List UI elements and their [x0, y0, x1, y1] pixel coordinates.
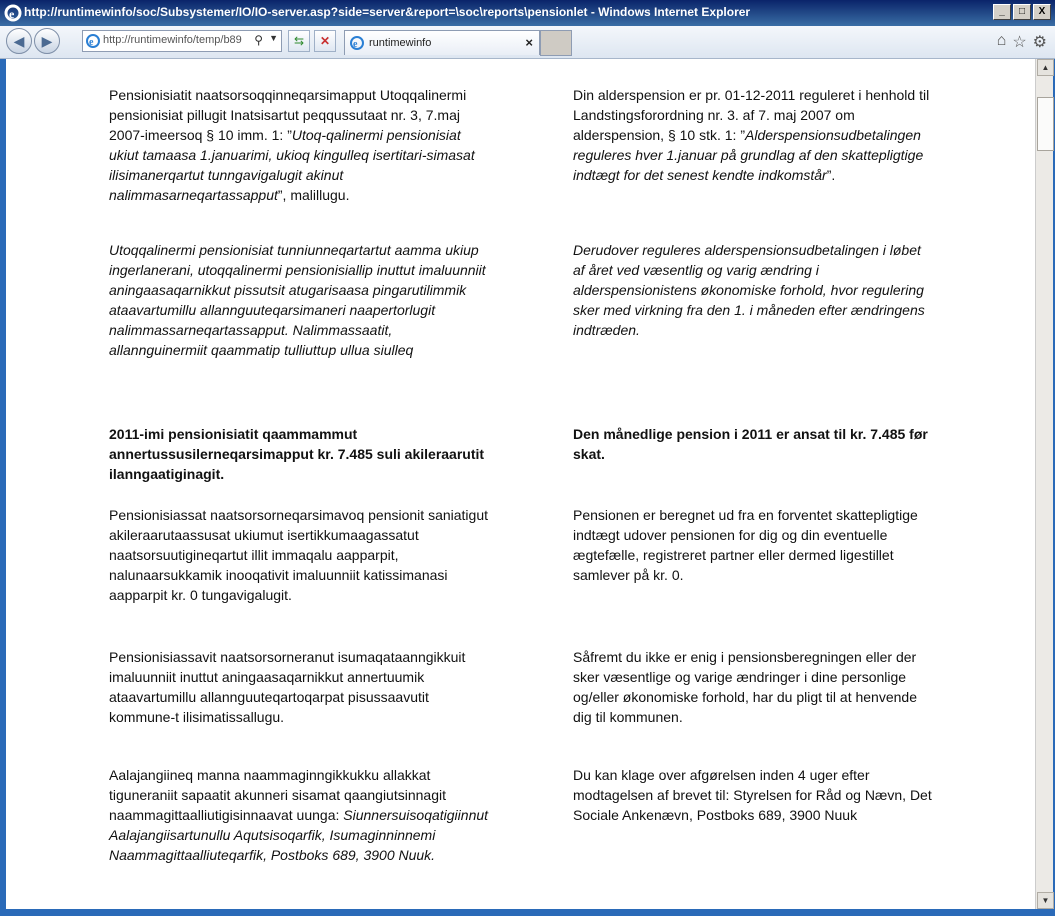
left-col-para-2 [109, 240, 489, 360]
ie-logo-icon [4, 4, 22, 22]
left-p1-text: Pensionisiatit naatsorsoqqinneqarsimapput Utoqqalinermi pensionisiat pillugit Inatsisartut peqqussutaat nr. 3, 7.maj 2007-imeersoq § 10 imm. 1: ” [109, 87, 467, 143]
address-bar[interactable] [82, 30, 282, 52]
window-frame-bottom [0, 909, 1055, 916]
right-col-para-2 [573, 240, 933, 340]
right-p5-text: Du kan klage over afgørelsen inden 4 uger efter modtagelsen af brevet til: Styrelsen for Råd og Nævn, Det Sociale Ankenævn, Postboks 689, 3900 Nuuk [573, 767, 932, 823]
chevron-down-icon[interactable]: ▼ [269, 33, 278, 43]
maximize-button[interactable]: □ [1013, 4, 1031, 20]
back-button[interactable]: ◀ [6, 28, 32, 54]
title-bar [0, 0, 1055, 26]
svg-text:e: e [9, 7, 15, 21]
right-col-para-5 [573, 765, 933, 825]
tab-label: runtimewinfo [369, 37, 432, 49]
svg-text:e: e [353, 39, 358, 50]
left-col-para-4 [109, 647, 489, 727]
browser-toolbar [0, 26, 1055, 59]
left-p1-quote: Utoq-qalinermi pensionisiat ukiut tamaasa 1.januarimi, ukioq kingulleq isertitari-simasat ilisimanerqartut tunngavigalugit akinut nalimmasarneqartassapput [109, 127, 475, 203]
right-p1-text: Din alderspension er pr. 01-12-2011 reguleret i henhold til Landstingsforordning nr. 3. af 7. maj 2007 om alderspension, § 10 stk. 1: ” [573, 87, 930, 143]
vertical-scrollbar[interactable] [1035, 59, 1053, 909]
address-text[interactable]: http://runtimewinfo/temp/b89 [103, 34, 242, 46]
new-tab-button[interactable] [540, 30, 572, 56]
close-button[interactable]: X [1033, 4, 1051, 20]
left-p5-text: Aalajangiineq manna naammaginngikkukku allakkat tiguneraniit sapaatit akunneri sisamat qaangiutsinnagit naammagittaalliutigisinnaavat uunga: [109, 767, 446, 823]
forward-button[interactable]: ▶ [34, 28, 60, 54]
right-p1-quote: Alderspensionsudbetalingen reguleres hver 1.januar på grundlag af den skattepligtige indtægt for det senest kendte indkomstår [573, 127, 924, 183]
svg-text:e: e [89, 37, 94, 48]
left-p3-text: Pensionisiassat naatsorsorneqarsimavoq pensionit saniatigut akileraarutaassusat ukiumut isertikkumaagassatut naatsorsuutigineqartut illit immaqalu aapparpit, nalunaarsukkamik inooqativit imaluunniit katissimanasi aapparpit kr. 0 tungavigalugit. [109, 507, 488, 603]
left-col-para-5 [109, 765, 489, 865]
gear-icon[interactable]: ⚙ [1032, 34, 1047, 51]
left-heading-text: 2011-imi pensionisiatit qaammammut annertussusilerneqarsimapput kr. 7.485 suli akileraarutit ilanngaatiginagit. [109, 426, 485, 482]
tab-runtimewinfo[interactable] [344, 30, 540, 55]
left-p4-text: Pensionisiassavit naatsorsorneranut isumaqataanngikkuit imaluunniit inuttut aningaasaqarnikkut annertuumik ataavartumillu allannguuteqartoqarpat pisussaavutit kommune-t ilisimatissallugu. [109, 649, 466, 725]
page-content [6, 59, 1035, 909]
minimize-button[interactable]: _ [993, 4, 1011, 20]
scrollbar-thumb[interactable] [1037, 97, 1054, 151]
right-p4-text: Såfremt du ikke er enig i pensionsberegningen eller der sker væsentlige og varige ændringer i dine personlige og/eller økonomiske forhold, har du pligt til at henvende dig til kommunen. [573, 649, 917, 725]
right-heading-text: Den månedlige pension i 2011 er ansat til kr. 7.485 før skat. [573, 426, 928, 462]
refresh-icon[interactable]: ⇆ [288, 30, 310, 52]
tab-close-icon[interactable]: × [525, 35, 533, 50]
scroll-down-icon[interactable]: ▼ [1037, 892, 1054, 909]
ie-tab-icon [349, 35, 365, 51]
scroll-up-icon[interactable]: ▲ [1037, 59, 1054, 76]
left-col-para-3 [109, 505, 489, 605]
left-p1-end: ”, malillugu. [277, 187, 350, 203]
left-p5-address: Siunnersuisoqatigiinnut Aalajangiisartunullu Aqutsisoqarfik, Isumaginninnemi Naammagittaalliuteqarfik, Postboks 689, 3900 Nuuk. [109, 807, 489, 863]
right-col-para-1 [573, 85, 933, 185]
right-col-para-4 [573, 647, 933, 727]
right-col-para-3 [573, 505, 933, 585]
right-col-heading [573, 424, 933, 464]
left-col-heading [109, 424, 489, 484]
favorites-star-icon[interactable]: ☆ [1012, 34, 1027, 51]
stop-icon[interactable]: ✕ [314, 30, 336, 52]
ie-page-icon [85, 33, 101, 49]
window-title: http://runtimewinfo/soc/Subsystemer/IO/IO-server.asp?side=server&report=\soc\reports\pensionlet - Windows Internet Explorer [24, 5, 751, 19]
right-p1-end: ”. [826, 167, 836, 183]
home-icon[interactable]: ⌂ [996, 32, 1007, 49]
left-p2-text: Utoqqalinermi pensionisiat tunniunneqartartut aamma ukiup ingerlanerani, utoqqalinermi pensionisiallip inuttut imaluunniit aningaasaqarnikkut pissutsit atugarisaasa pingarutilimmik ataavartumillu allannguuteqarsimaneri naapertorlugit nalimmassarneqartassapput. Nalimmassaatit, allannguinermiit qaammatip tulliuttup ullua siulleq [109, 242, 486, 358]
right-p2-text: Derudover reguleres alderspensionsudbetalingen i løbet af året ved væsentlig og varig ændring i alderspensionistens økonomiske forhold, hvor regulering sker med virkning fra den 1. i måneden efter ændringens indtræden. [573, 242, 925, 338]
right-p3-text: Pensionen er beregnet ud fra en forventet skattepligtige indtægt udover pensionen for dig og din eventuelle ægtefælle, registreret partner eller dermed ligestillet samlever på kr. 0. [573, 507, 918, 583]
left-col-para-1 [109, 85, 489, 205]
search-icon[interactable]: ⚲ [254, 33, 263, 47]
